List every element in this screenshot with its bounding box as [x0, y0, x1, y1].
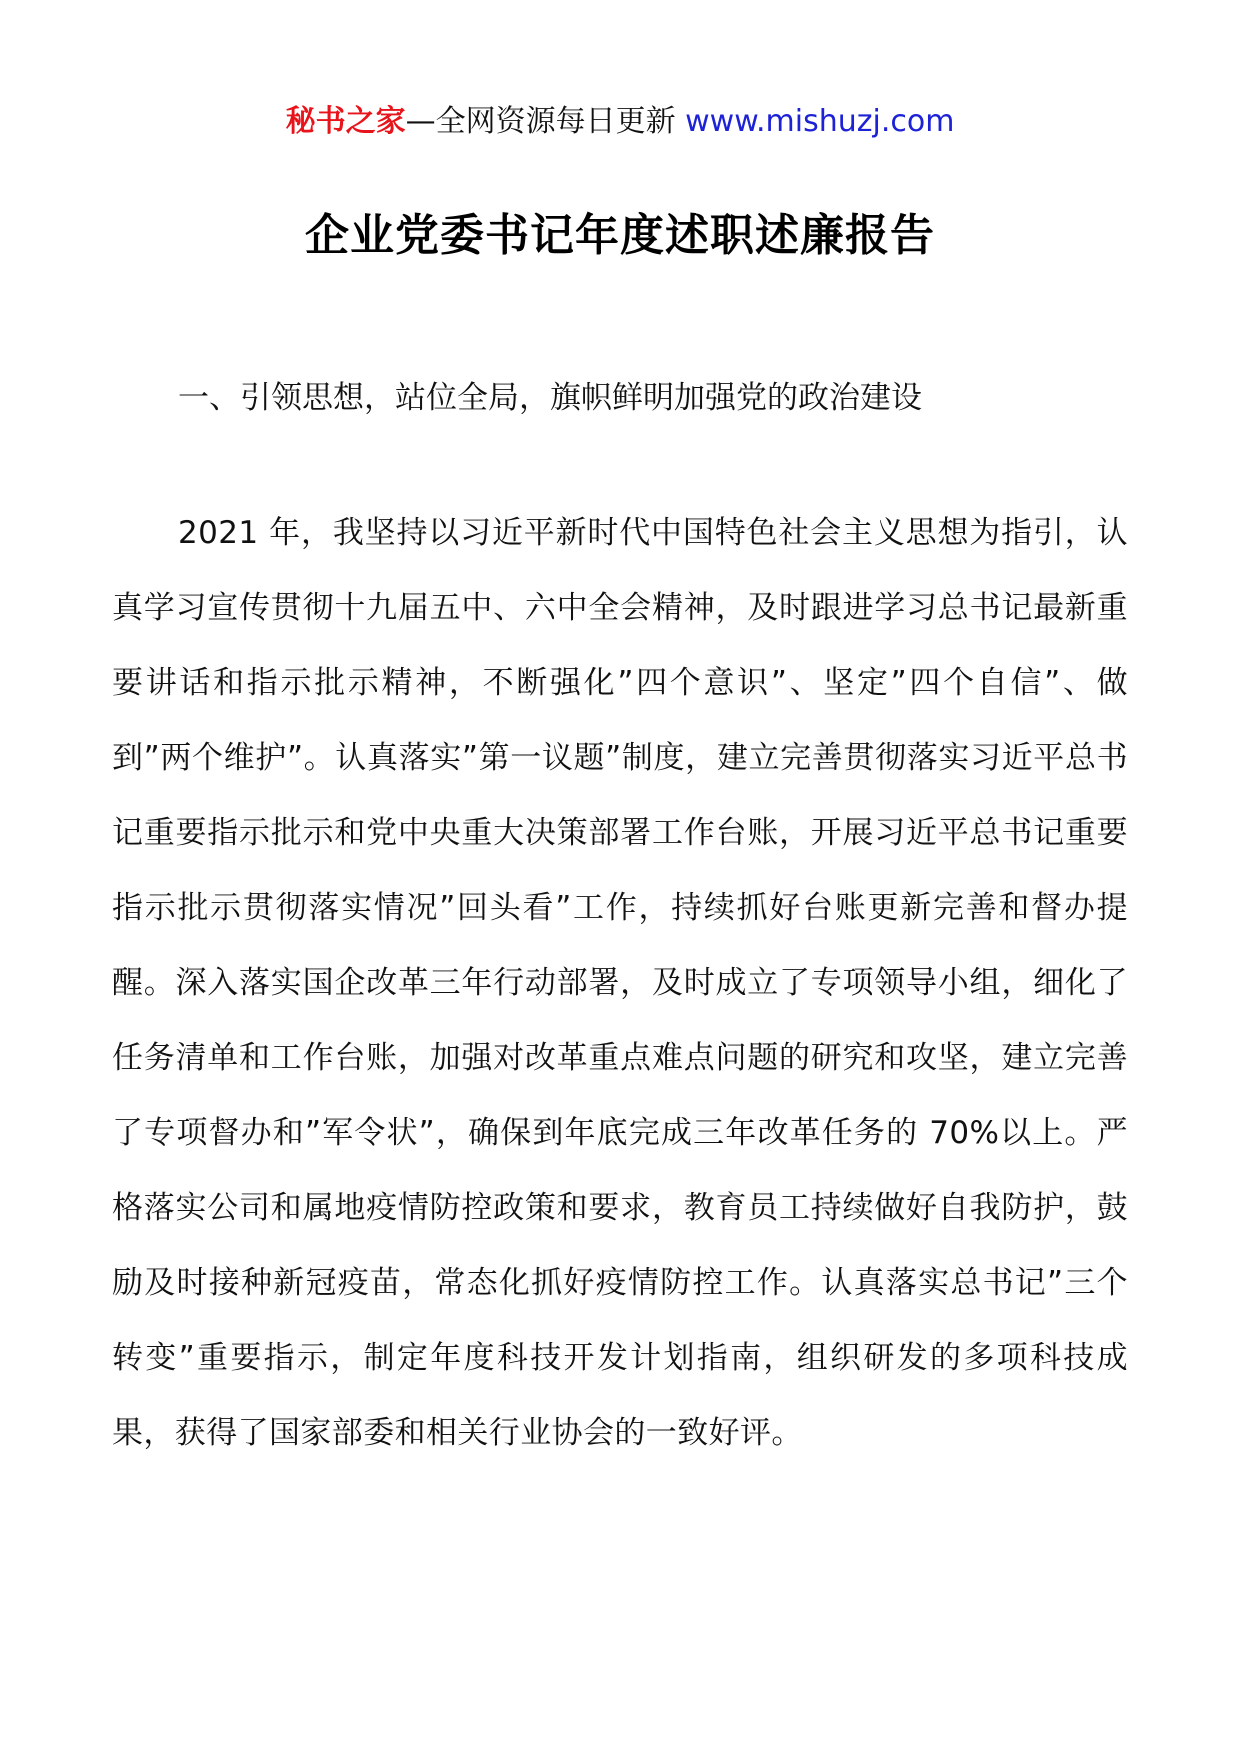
site-brand: 秘书之家 — [285, 104, 406, 139]
site-url-link[interactable]: www.mishuzj.com — [685, 104, 955, 139]
document-title: 企业党委书记年度述职述廉报告 — [305, 210, 935, 261]
body-paragraph: 2021 年，我坚持以习近平新时代中国特色社会主义思想为指引，认真学习宣传贯彻十九届五中、六中全会精神，及时跟进学习总书记最新重要讲话和指示批示精神，不断强化”四个意识”、坚定”四个自信”、做到”两个维护”。认真落实”第一议题”制度，建立完善贯彻落实习近平总书记重要指示批示和党中央重大决策部署工作台账，开展习近平总书记重要指示批示贯彻落实情况”回头看”工作，持续抓好台账更新完善和督办提醒。深入落实国企改革三年行动部署，及时成立了专项领导小组，细化了任务清单和工作台账，加强对改革重点难点问题的研究和攻坚，建立完善了专项督办和”军令状”，确保到年底完成三年改革任务的 70%以上。严格落实公司和属地疫情防控政策和要求，教育员工持续做好自我防护，鼓励及时接种新冠疫苗，常态化抓好疫情防控工作。认真落实总书记”三个转变”重要指示，制定年度科技开发计划指南，组织研发的多项科技成果，获得了国家部委和相关行业协会的一致好评。 — [112, 515, 1128, 1451]
section-heading: 一、引领思想，站位全局，旗帜鲜明加强党的政治建设 — [178, 380, 922, 416]
site-slogan: —全网资源每日更新 — [405, 104, 676, 139]
site-header — [0, 102, 1240, 142]
